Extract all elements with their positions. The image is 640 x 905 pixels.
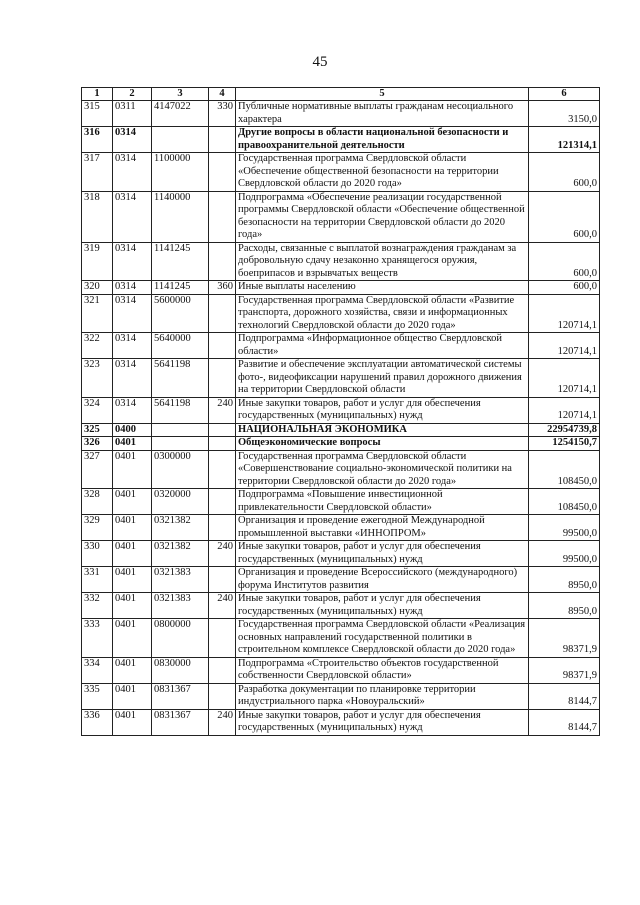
item-name: Подпрограмма «Обеспечение реализации государственной программы Свердловской области «Обеспечение общественной безопасности на территории Свердловской области до 2020 года» [236, 191, 529, 242]
amount: 108450,0 [529, 489, 600, 515]
item-name: Публичные нормативные выплаты гражданам несоциального характера [236, 101, 529, 127]
target-code: 0800000 [152, 619, 209, 658]
section-code: 0314 [113, 127, 152, 153]
section-code: 0314 [113, 397, 152, 423]
row-number: 324 [82, 397, 113, 423]
item-name: Разработка документации по планировке территории индустриального парка «Новоуральский» [236, 683, 529, 709]
table-body [82, 101, 600, 736]
target-code: 0831367 [152, 709, 209, 735]
row-number: 334 [82, 657, 113, 683]
row-number: 329 [82, 515, 113, 541]
target-code: 4147022 [152, 101, 209, 127]
row-number: 327 [82, 450, 113, 489]
row-number: 335 [82, 683, 113, 709]
amount: 121314,1 [529, 127, 600, 153]
table-row [82, 683, 600, 709]
item-name: Государственная программа Свердловской области «Совершенствование социально-экономической политики на территории Свердловской области до 2020 года» [236, 450, 529, 489]
table-row [82, 515, 600, 541]
expense-type-code [209, 567, 236, 593]
item-name: Иные закупки товаров, работ и услуг для обеспечения государственных (муниципальных) нужд [236, 397, 529, 423]
table-row [82, 709, 600, 735]
target-code: 1141245 [152, 242, 209, 281]
item-name: Общеэкономические вопросы [236, 437, 529, 451]
row-number: 315 [82, 101, 113, 127]
item-name: Подпрограмма «Строительство объектов государственной собственности Свердловской области» [236, 657, 529, 683]
target-code [152, 423, 209, 437]
target-code: 1100000 [152, 153, 209, 192]
section-code: 0314 [113, 333, 152, 359]
row-number: 319 [82, 242, 113, 281]
expense-type-code [209, 423, 236, 437]
item-name: Подпрограмма «Повышение инвестиционной привлекательности Свердловской области» [236, 489, 529, 515]
table-row [82, 450, 600, 489]
expense-type-code [209, 191, 236, 242]
row-number: 326 [82, 437, 113, 451]
expense-type-code: 360 [209, 281, 236, 295]
target-code [152, 127, 209, 153]
budget-table [81, 87, 600, 736]
item-name: Иные закупки товаров, работ и услуг для обеспечения государственных (муниципальных) нужд [236, 709, 529, 735]
section-code: 0314 [113, 191, 152, 242]
item-name: Иные закупки товаров, работ и услуг для обеспечения государственных (муниципальных) нужд [236, 593, 529, 619]
target-code: 0321383 [152, 567, 209, 593]
table-row [82, 423, 600, 437]
section-code: 0400 [113, 423, 152, 437]
table-row [82, 127, 600, 153]
row-number: 332 [82, 593, 113, 619]
section-code: 0401 [113, 709, 152, 735]
section-code: 0401 [113, 489, 152, 515]
expense-type-code [209, 619, 236, 658]
expense-type-code [209, 657, 236, 683]
expense-type-code [209, 515, 236, 541]
item-name: Расходы, связанные с выплатой вознаграждения гражданам за добровольную сдачу незаконно хранящегося оружия, боеприпасов и взрывчатых веществ [236, 242, 529, 281]
table-row [82, 101, 600, 127]
item-name: Организация и проведение Всероссийского (международного) форума Институтов развития [236, 567, 529, 593]
section-code: 0314 [113, 294, 152, 333]
expense-type-code [209, 294, 236, 333]
table-row [82, 281, 600, 295]
row-number: 325 [82, 423, 113, 437]
item-name: Иные закупки товаров, работ и услуг для обеспечения государственных (муниципальных) нужд [236, 541, 529, 567]
target-code: 0300000 [152, 450, 209, 489]
expense-type-code [209, 437, 236, 451]
target-code: 5641198 [152, 397, 209, 423]
section-code: 0401 [113, 437, 152, 451]
table-row [82, 153, 600, 192]
section-code: 0401 [113, 450, 152, 489]
item-name: Государственная программа Свердловской области «Реализация основных направлений государственной политики в строительном комплексе Свердловской области до 2020 года» [236, 619, 529, 658]
item-name: Организация и проведение ежегодной Международной промышленной выставки «ИННОПРОМ» [236, 515, 529, 541]
amount: 600,0 [529, 281, 600, 295]
section-code: 0314 [113, 242, 152, 281]
column-header: 6 [529, 88, 600, 101]
amount: 600,0 [529, 153, 600, 192]
section-code: 0401 [113, 567, 152, 593]
expense-type-code: 240 [209, 593, 236, 619]
amount: 600,0 [529, 191, 600, 242]
table-row [82, 397, 600, 423]
table-row [82, 294, 600, 333]
expense-type-code [209, 489, 236, 515]
item-name: Другие вопросы в области национальной безопасности и правоохранительной деятельности [236, 127, 529, 153]
column-header: 1 [82, 88, 113, 101]
expense-type-code [209, 333, 236, 359]
row-number: 328 [82, 489, 113, 515]
row-number: 330 [82, 541, 113, 567]
section-code: 0401 [113, 683, 152, 709]
target-code: 0831367 [152, 683, 209, 709]
amount: 22954739,8 [529, 423, 600, 437]
table-row [82, 593, 600, 619]
item-name: Государственная программа Свердловской области «Обеспечение общественной безопасности на территории Свердловской области до 2020 года» [236, 153, 529, 192]
item-name: Иные выплаты населению [236, 281, 529, 295]
section-code: 0401 [113, 619, 152, 658]
table-row [82, 489, 600, 515]
amount: 8950,0 [529, 593, 600, 619]
section-code: 0314 [113, 281, 152, 295]
section-code: 0401 [113, 515, 152, 541]
row-number: 333 [82, 619, 113, 658]
amount: 98371,9 [529, 619, 600, 658]
amount: 8144,7 [529, 683, 600, 709]
target-code: 1140000 [152, 191, 209, 242]
amount: 8950,0 [529, 567, 600, 593]
amount: 108450,0 [529, 450, 600, 489]
amount: 3150,0 [529, 101, 600, 127]
target-code: 0321382 [152, 541, 209, 567]
expense-type-code: 240 [209, 397, 236, 423]
row-number: 316 [82, 127, 113, 153]
target-code: 0320000 [152, 489, 209, 515]
row-number: 331 [82, 567, 113, 593]
item-name: Развитие и обеспечение эксплуатации автоматической системы фото-, видеофиксации нарушений правил дорожного движения на территории Свердловской области [236, 359, 529, 398]
expense-type-code: 330 [209, 101, 236, 127]
expense-type-code [209, 153, 236, 192]
table-row [82, 333, 600, 359]
row-number: 323 [82, 359, 113, 398]
expense-type-code: 240 [209, 541, 236, 567]
section-code: 0401 [113, 541, 152, 567]
amount: 99500,0 [529, 541, 600, 567]
target-code: 5641198 [152, 359, 209, 398]
table-row [82, 657, 600, 683]
page-number: 45 [312, 54, 328, 70]
section-code: 0401 [113, 657, 152, 683]
amount: 120714,1 [529, 294, 600, 333]
item-name: Государственная программа Свердловской области «Развитие транспорта, дорожного хозяйства, связи и информационных технологий Свердловской области до 2020 года» [236, 294, 529, 333]
section-code: 0401 [113, 593, 152, 619]
table-row [82, 567, 600, 593]
column-header: 3 [152, 88, 209, 101]
expense-type-code [209, 450, 236, 489]
amount: 98371,9 [529, 657, 600, 683]
row-number: 336 [82, 709, 113, 735]
table-row [82, 437, 600, 451]
target-code: 0321383 [152, 593, 209, 619]
section-code: 0314 [113, 359, 152, 398]
amount: 120714,1 [529, 359, 600, 398]
target-code: 0830000 [152, 657, 209, 683]
section-code: 0311 [113, 101, 152, 127]
target-code: 0321382 [152, 515, 209, 541]
target-code: 5640000 [152, 333, 209, 359]
expense-type-code: 240 [209, 709, 236, 735]
amount: 1254150,7 [529, 437, 600, 451]
item-name: Подпрограмма «Информационное общество Свердловской области» [236, 333, 529, 359]
expense-type-code [209, 127, 236, 153]
section-code: 0314 [113, 153, 152, 192]
table-row [82, 242, 600, 281]
column-header: 5 [236, 88, 529, 101]
target-code: 5600000 [152, 294, 209, 333]
expense-type-code [209, 242, 236, 281]
expense-type-code [209, 359, 236, 398]
item-name: НАЦИОНАЛЬНАЯ ЭКОНОМИКА [236, 423, 529, 437]
amount: 600,0 [529, 242, 600, 281]
amount: 120714,1 [529, 397, 600, 423]
column-header: 2 [113, 88, 152, 101]
table-row [82, 191, 600, 242]
amount: 120714,1 [529, 333, 600, 359]
amount: 8144,7 [529, 709, 600, 735]
row-number: 317 [82, 153, 113, 192]
table-header-row [82, 88, 600, 101]
row-number: 320 [82, 281, 113, 295]
table-row [82, 541, 600, 567]
expense-type-code [209, 683, 236, 709]
row-number: 322 [82, 333, 113, 359]
row-number: 318 [82, 191, 113, 242]
table-row [82, 619, 600, 658]
target-code [152, 437, 209, 451]
target-code: 1141245 [152, 281, 209, 295]
table-row [82, 359, 600, 398]
row-number: 321 [82, 294, 113, 333]
amount: 99500,0 [529, 515, 600, 541]
column-header: 4 [209, 88, 236, 101]
